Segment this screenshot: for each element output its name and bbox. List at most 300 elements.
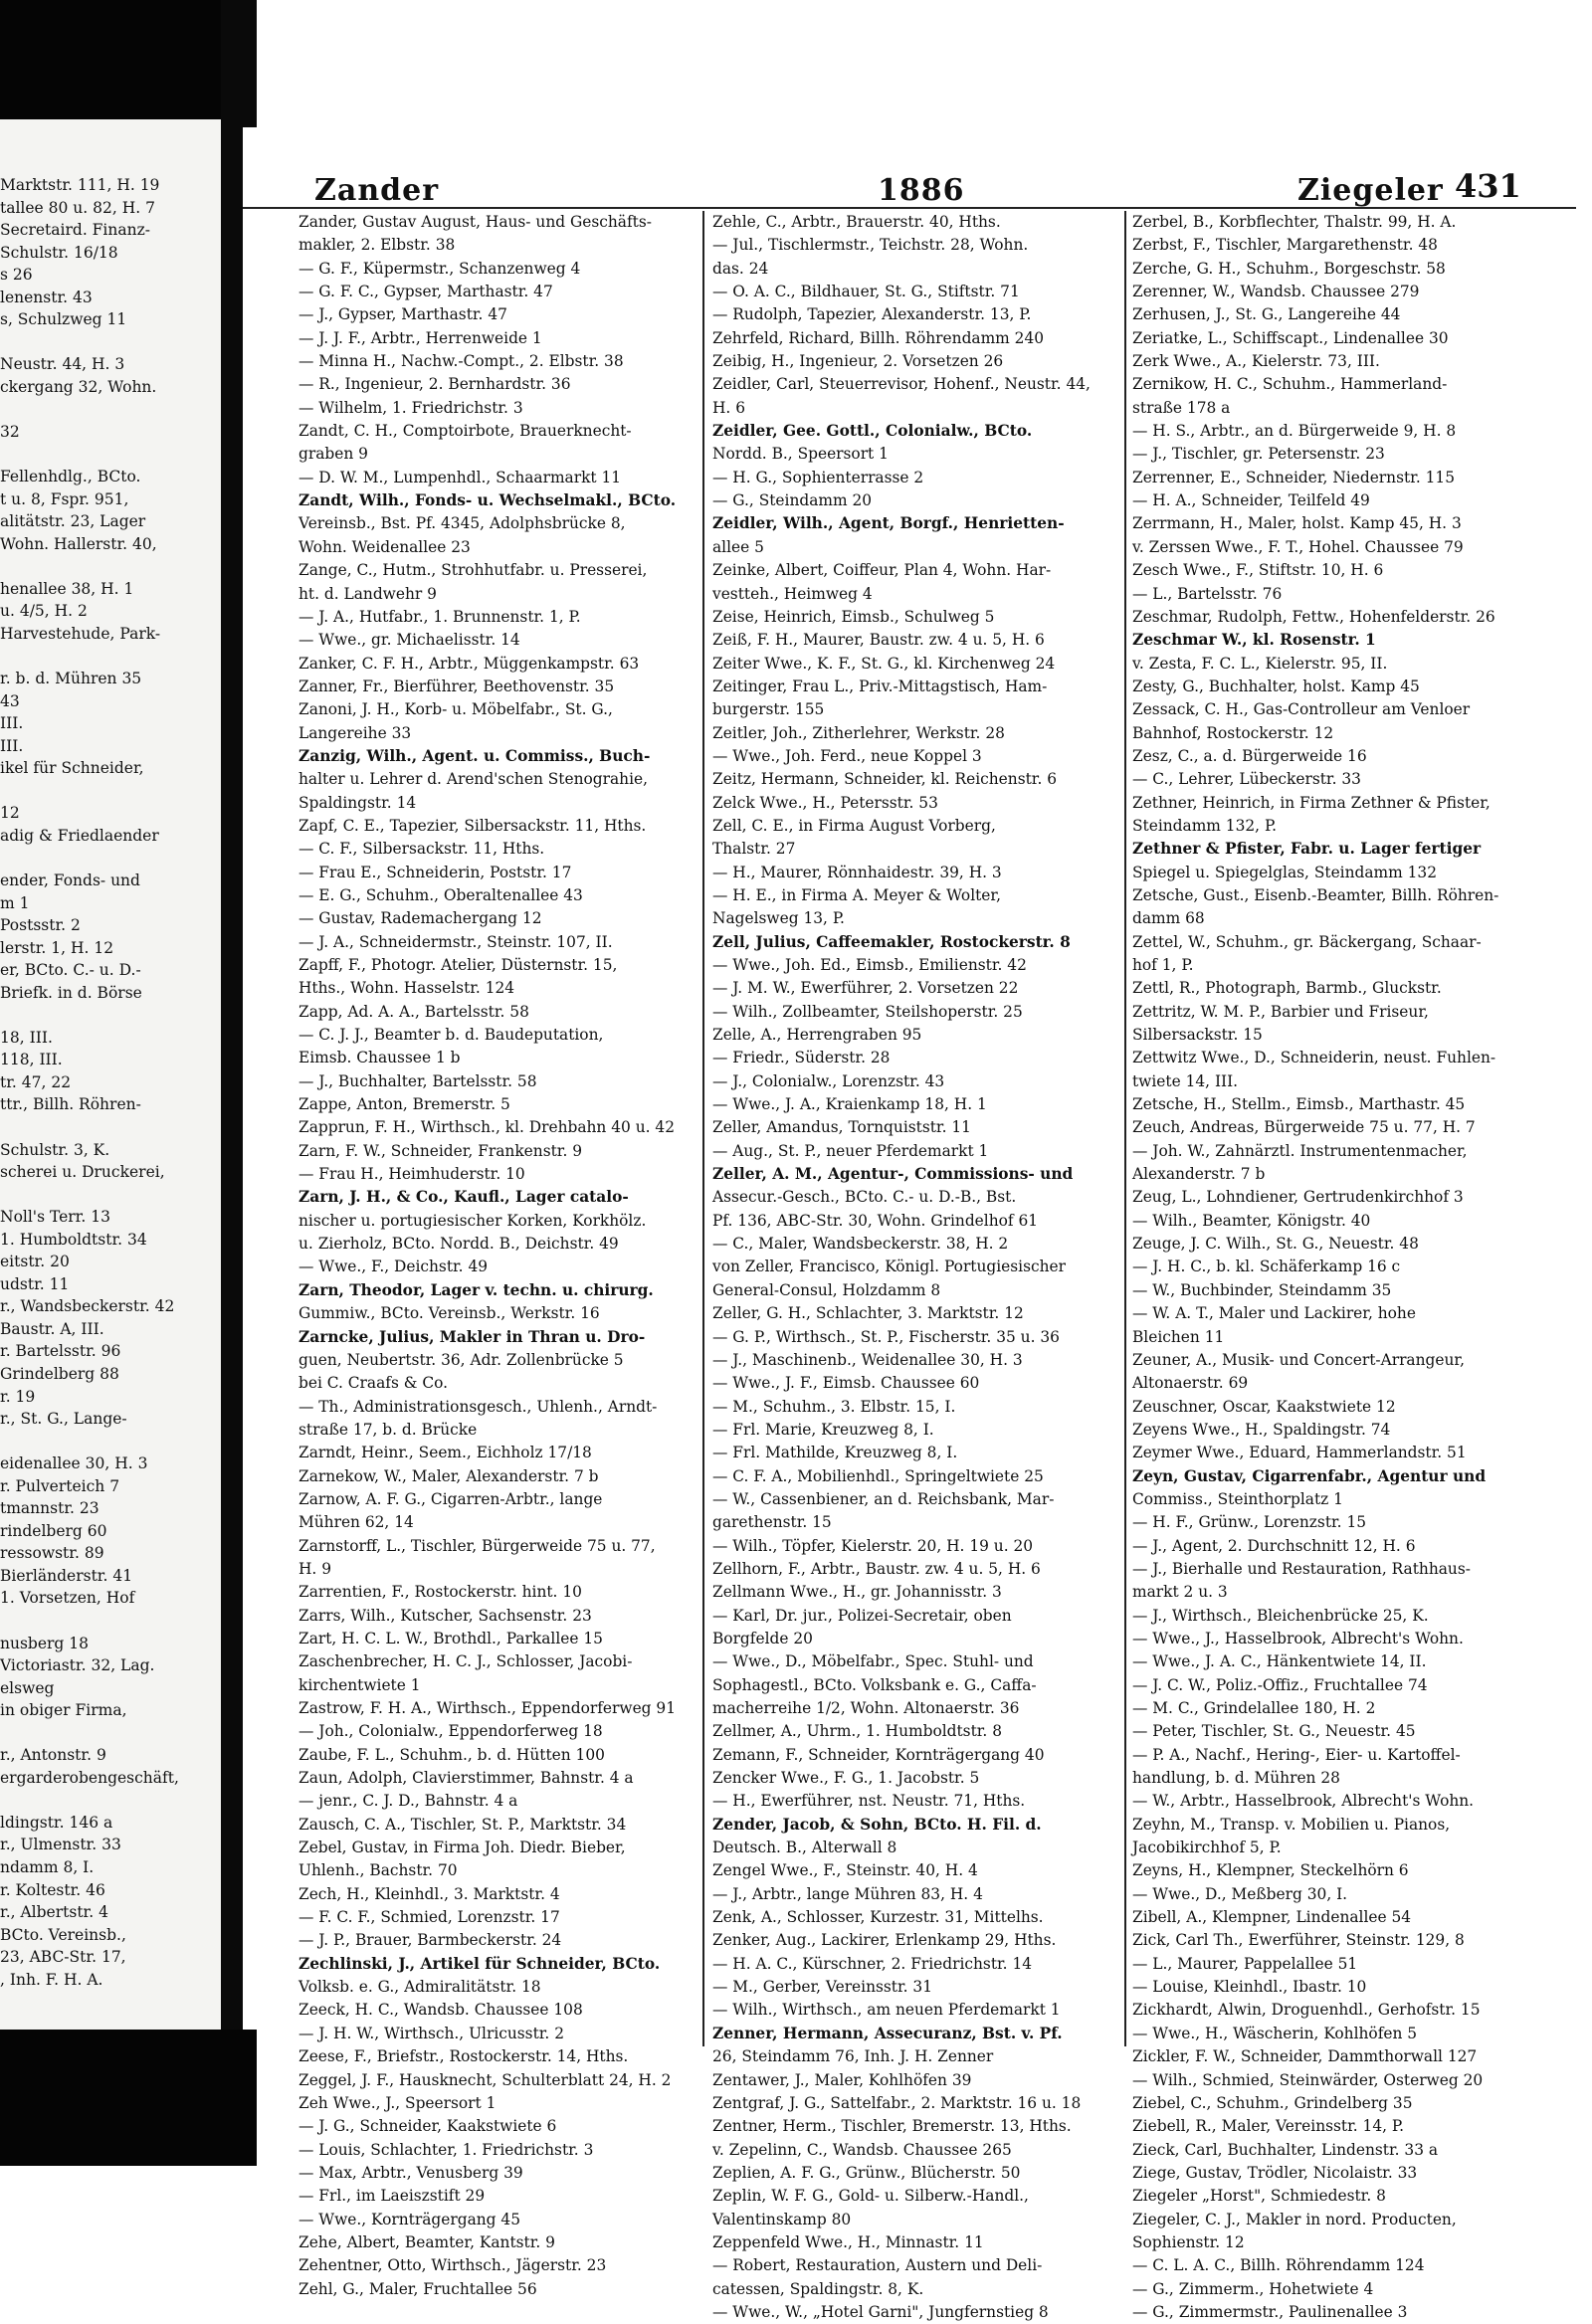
directory-entry: Commiss., Steinthorplatz 1 [1132, 1489, 1343, 1508]
directory-entry: Zeyn, Gustav, Cigarrenfabr., Agentur und [1132, 1466, 1487, 1485]
directory-entry: — J. G., Schneider, Kaakstwiete 6 [298, 2117, 557, 2136]
directory-entry: Zanner, Fr., Bierführer, Beethovenstr. 35 [298, 677, 615, 695]
left-page-fragment [0, 119, 223, 2030]
directory-entry: — Frl. Marie, Kreuzweg 8, I. [712, 1420, 934, 1439]
left-page-line [0, 398, 221, 421]
directory-entry: — Rudolph, Tapezier, Alexanderstr. 13, P. [712, 305, 1032, 324]
directory-entry: Zell, Julius, Caffeemakler, Rostockerstr. 8 [712, 932, 1071, 951]
directory-entry: Ziegeler „Horst", Schmiedestr. 8 [1132, 2187, 1386, 2206]
directory-entry: Zech, H., Kleinhdl., 3. Marktstr. 4 [298, 1884, 560, 1903]
left-page-line: 18, III. [0, 1028, 53, 1047]
directory-entry: Zetsche, Gust., Eisenb.-Beamter, Billh. Röhren- [1132, 885, 1499, 904]
directory-entry: — C., Lehrer, Lübeckerstr. 33 [1132, 770, 1361, 789]
directory-entry: von Zeller, Francisco, Königl. Portugiesischer [712, 1258, 1066, 1276]
directory-entry: Zesch Wwe., F., Stiftstr. 10, H. 6 [1132, 561, 1384, 580]
directory-entry: Langereihe 33 [298, 723, 412, 742]
directory-entry: — Wwe., H., Wäscherin, Kohlhöfen 5 [1132, 2024, 1418, 2042]
directory-entry: v. Zesta, F. C. L., Kielerstr. 95, II. [1132, 654, 1388, 673]
directory-entry: halter u. Lehrer d. Arend'schen Stenograhie, [298, 770, 648, 789]
directory-entry: Zapf, C. E., Tapezier, Silbersackstr. 11, Hths. [298, 816, 647, 835]
directory-entry: — G. P., Wirthsch., St. P., Fischerstr. 35 u. 36 [712, 1327, 1060, 1346]
left-page-line: eidenallee 30, H. 3 [0, 1454, 148, 1473]
directory-entry: — Louise, Kleinhdl., Ibastr. 10 [1132, 1978, 1367, 1997]
directory-entry: Hths., Wohn. Hasselstr. 124 [298, 979, 515, 998]
left-page-line: r., St. G., Lange- [0, 1410, 127, 1429]
directory-entry: makler, 2. Elbstr. 38 [298, 236, 456, 255]
directory-entry: Zeymer Wwe., Eduard, Hammerlandstr. 51 [1132, 1444, 1467, 1462]
directory-entry: Zeidler, Carl, Steuerrevisor, Hohenf., Neustr. 44, [712, 375, 1091, 394]
directory-entry: Zerk Wwe., A., Kielerstr. 73, III. [1132, 352, 1380, 371]
directory-entry: Zeschmar W., kl. Rosenstr. 1 [1132, 631, 1376, 650]
directory-entry: — Wilh., Beamter, Königstr. 40 [1132, 1211, 1371, 1230]
directory-entry: Zanoni, J. H., Korb- u. Möbelfabr., St. G., [298, 700, 613, 719]
directory-entry: — Aug., St. P., neuer Pferdemarkt 1 [712, 1141, 989, 1160]
directory-entry: Zender, Jacob, & Sohn, BCto. H. Fil. d. [712, 1815, 1042, 1834]
left-page-line: adig & Friedlaender [0, 826, 159, 845]
directory-entry: Zick, Carl Th., Ewerführer, Steinstr. 129, 8 [1132, 1931, 1465, 1950]
directory-entry: — Wilhelm, 1. Friedrichstr. 3 [298, 398, 523, 417]
directory-entry: — Frau E., Schneiderin, Poststr. 17 [298, 863, 572, 881]
directory-entry: Ziege, Gustav, Trödler, Nicolaistr. 33 [1132, 2163, 1418, 2182]
directory-entry: — H. A. C., Kürschner, 2. Friedrichstr. 14 [712, 1954, 1033, 1973]
left-page-line: r., Wandsbeckerstr. 42 [0, 1297, 175, 1316]
directory-entry: Zapp, Ad. A. A., Bartelsstr. 58 [298, 1002, 529, 1021]
directory-entry: Zehentner, Otto, Wirthsch., Jägerstr. 23 [298, 2256, 607, 2275]
directory-entry: Zenk, A., Schlosser, Kurzestr. 31, Mittelhs. [712, 1908, 1044, 1927]
directory-entry: — Minna H., Nachw.-Compt., 2. Elbstr. 38 [298, 352, 624, 371]
directory-entry: General-Consul, Holzdamm 8 [712, 1280, 941, 1299]
directory-entry: Thalstr. 27 [712, 840, 796, 859]
left-page-line: lerstr. 1, H. 12 [0, 938, 114, 957]
directory-entry: H. 6 [712, 398, 745, 417]
page-number: 431 [1455, 167, 1521, 205]
left-page-line: Secretaird. Finanz- [0, 221, 150, 240]
directory-entry: Zebel, Gustav, in Firma Joh. Diedr. Bieber, [298, 1839, 626, 1857]
directory-entry: kirchentwiete 1 [298, 1675, 421, 1694]
directory-entry: Zehrfeld, Richard, Billh. Röhrendamm 240 [712, 328, 1045, 347]
directory-entry: — E. G., Schuhm., Oberaltenallee 43 [298, 885, 583, 904]
directory-entry: Zentner, Herm., Tischler, Bremerstr. 13, Hths. [712, 2117, 1072, 2136]
directory-entry: Zausch, C. A., Tischler, St. P., Marktstr. 34 [298, 1815, 627, 1834]
directory-entry: Zerhusen, J., St. G., Langereihe 44 [1132, 305, 1401, 324]
directory-entry: — D. W. M., Lumpenhdl., Schaarmarkt 11 [298, 468, 622, 486]
directory-entry: Zerbst, F., Tischler, Margarethenstr. 48 [1132, 236, 1438, 255]
directory-entry: Zander, Gustav August, Haus- und Geschäfts- [298, 213, 652, 231]
left-page-line: t u. 8, Fspr. 951, [0, 489, 129, 508]
directory-entry: Eimsb. Chaussee 1 b [298, 1049, 461, 1067]
directory-entry: Zechlinski, J., Artikel für Schneider, BCto. [298, 1954, 661, 1973]
directory-entry: Zettel, W., Schuhm., gr. Bäckergang, Schaar- [1132, 932, 1482, 951]
left-page-line: lenenstr. 43 [0, 288, 93, 306]
left-page-line: Postsstr. 2 [0, 916, 81, 935]
directory-entry: — Wilh., Töpfer, Kielerstr. 20, H. 19 u. 20 [712, 1536, 1034, 1555]
directory-entry: Zandt, C. H., Comptoirbote, Brauerknecht- [298, 422, 632, 441]
directory-entry: Zeitinger, Frau L., Priv.-Mittagstisch, Ham- [712, 677, 1048, 695]
directory-entry: — Joh. W., Zahnärztl. Instrumentenmacher, [1132, 1141, 1468, 1160]
directory-entry: Ziebel, C., Schuhm., Grindelberg 35 [1132, 2093, 1413, 2112]
left-page-line [0, 1991, 221, 2014]
left-page-line: s, Schulzweg 11 [0, 310, 127, 329]
directory-entry: Zeeck, H. C., Wandsb. Chaussee 108 [298, 2001, 583, 2020]
directory-entry: Bleichen 11 [1132, 1327, 1225, 1346]
directory-entry: — H., Ewerführer, nst. Neustr. 71, Hths. [712, 1792, 1026, 1811]
directory-column-2 [712, 211, 1120, 2324]
directory-entry: — J. C. W., Poliz.-Offiz., Fruchtallee 74 [1132, 1675, 1428, 1694]
directory-entry: Zellhorn, F., Arbtr., Baustr. zw. 4 u. 5, H. 6 [712, 1559, 1041, 1578]
directory-entry: burgerstr. 155 [712, 700, 825, 719]
left-page-line: III. [0, 736, 24, 755]
directory-entry: — W., Arbtr., Hasselbrook, Albrecht's Wohn. [1132, 1792, 1475, 1811]
directory-entry: Zeise, Heinrich, Eimsb., Schulweg 5 [712, 607, 995, 626]
directory-entry: — Louis, Schlachter, 1. Friedrichstr. 3 [298, 2140, 594, 2159]
directory-entry: markt 2 u. 3 [1132, 1583, 1228, 1602]
directory-entry: — W. A. T., Maler und Lackirer, hohe [1132, 1304, 1416, 1323]
directory-entry: — H. G., Sophienterrasse 2 [712, 468, 924, 486]
directory-entry: Silbersackstr. 15 [1132, 1026, 1263, 1045]
directory-entry: Spaldingstr. 14 [298, 793, 417, 812]
left-page-line: 118, III. [0, 1051, 63, 1069]
directory-entry: Zeitler, Joh., Zitherlehrer, Werkstr. 28 [712, 723, 1005, 742]
left-page-line: III. [0, 714, 24, 733]
directory-entry: Vereinsb., Bst. Pf. 4345, Adolphsbrücke 8, [298, 514, 626, 533]
directory-entry: Zappe, Anton, Bremerstr. 5 [298, 1095, 510, 1114]
directory-entry: Zarnow, A. F. G., Cigarren-Arbtr., lange [298, 1489, 603, 1508]
left-page-line [0, 645, 221, 668]
directory-entry: H. 9 [298, 1559, 331, 1578]
directory-entry: Zeuge, J. C. Wilh., St. G., Neuestr. 48 [1132, 1235, 1419, 1254]
directory-entry: — R., Ingenieur, 2. Bernhardstr. 36 [298, 375, 571, 394]
directory-entry: bei C. Craafs & Co. [298, 1374, 449, 1393]
directory-entry: — Wwe., Joh. Ferd., neue Koppel 3 [712, 746, 982, 765]
directory-entry: Zetsche, H., Stellm., Eimsb., Marthastr. 45 [1132, 1095, 1466, 1114]
directory-entry: Zanzig, Wilh., Agent. u. Commiss., Buch- [298, 746, 651, 765]
left-page-line: eitstr. 20 [0, 1253, 70, 1271]
directory-entry: — Wwe., J. A., Kraienkamp 18, H. 1 [712, 1095, 987, 1114]
left-page-line: m 1 [0, 893, 30, 912]
directory-entry: — Wwe., D., Meßberg 30, I. [1132, 1884, 1348, 1903]
directory-entry: Zeuch, Andreas, Bürgerweide 75 u. 77, H. 7 [1132, 1118, 1476, 1137]
left-page-line: ender, Fonds- und [0, 871, 140, 889]
directory-entry: Zenner, Hermann, Assecuranz, Bst. v. Pf. [712, 2024, 1063, 2042]
left-page-line: Grindelberg 88 [0, 1364, 119, 1383]
directory-entry: Zickler, F. W., Schneider, Dammthorwall 127 [1132, 2047, 1478, 2066]
left-page-line: ikel für Schneider, [0, 759, 144, 778]
directory-entry: — Wilh., Zollbeamter, Steilshoperstr. 25 [712, 1002, 1023, 1021]
left-page-line [0, 555, 221, 578]
directory-entry: Wohn. Weidenallee 23 [298, 537, 471, 556]
directory-entry: — H. F., Grünw., Lorenzstr. 15 [1132, 1513, 1367, 1532]
directory-entry: — J. A., Hutfabr., 1. Brunnenstr. 1, P. [298, 607, 581, 626]
directory-entry: handlung, b. d. Mühren 28 [1132, 1769, 1340, 1788]
directory-entry: — G. F., Küpermstr., Schanzenweg 4 [298, 259, 581, 278]
directory-entry: straße 17, b. d. Brücke [298, 1420, 478, 1439]
directory-entry: twiete 14, III. [1132, 1071, 1239, 1090]
directory-entry: — Wilh., Wirthsch., am neuen Pferdemarkt 1 [712, 2001, 1061, 2020]
directory-entry: Zemann, F., Schneider, Kornträgergang 40 [712, 1745, 1045, 1764]
left-page-line: Briefk. in d. Börse [0, 983, 142, 1002]
directory-entry: macherreihe 1/2, Wohn. Altonaerstr. 36 [712, 1699, 1020, 1717]
directory-entry: Zeschmar, Rudolph, Fettw., Hohenfelderstr. 26 [1132, 607, 1495, 626]
left-page-line: henallee 38, H. 1 [0, 579, 134, 598]
directory-entry: — W., Cassenbiener, an d. Reichsbank, Mar- [712, 1489, 1055, 1508]
directory-entry: Zarn, J. H., & Co., Kaufl., Lager catalo- [298, 1188, 629, 1207]
directory-entry: — Max, Arbtr., Venusberg 39 [298, 2163, 523, 2182]
directory-entry: — M. C., Grindelallee 180, H. 2 [1132, 1699, 1376, 1717]
directory-entry: Zettl, R., Photograph, Barmb., Gluckstr. [1132, 979, 1442, 998]
left-page-line: Noll's Terr. 13 [0, 1208, 110, 1227]
directory-entry: — J. H. C., b. kl. Schäferkamp 16 c [1132, 1258, 1401, 1276]
directory-entry: straße 178 a [1132, 398, 1231, 417]
directory-entry: — Gustav, Rademachergang 12 [298, 909, 542, 928]
directory-entry: — Th., Administrationsgesch., Uhlenh., Arndt- [298, 1397, 658, 1416]
directory-entry: catessen, Spaldingstr. 8, K. [712, 2279, 924, 2298]
column-divider [1124, 211, 1126, 2046]
left-page-line: r. Koltestr. 46 [0, 1880, 105, 1899]
directory-entry: — Friedr., Süderstr. 28 [712, 1049, 891, 1067]
directory-entry: Zapff, F., Photogr. Atelier, Düsternstr. 15, [298, 956, 618, 974]
directory-entry: — L., Maurer, Pappelallee 51 [1132, 1954, 1358, 1973]
directory-entry: — J. A., Schneidermstr., Steinstr. 107, II. [298, 932, 613, 951]
directory-entry: Zernikow, H. C., Schuhm., Hammerland- [1132, 375, 1448, 394]
directory-entry: — P. A., Nachf., Hering-, Eier- u. Kartoffel- [1132, 1745, 1461, 1764]
directory-entry: Zarrentien, F., Rostockerstr. hint. 10 [298, 1583, 582, 1602]
left-page-line: Schulstr. 3, K. [0, 1140, 110, 1159]
directory-entry: — J., Colonialw., Lorenzstr. 43 [712, 1071, 945, 1090]
directory-entry: Gummiw., BCto. Vereinsb., Werkstr. 16 [298, 1304, 600, 1323]
left-page-line [0, 1722, 221, 1745]
left-page-line: s 26 [0, 266, 33, 285]
directory-entry: Jacobikirchhof 5, P. [1132, 1839, 1282, 1857]
left-page-line: Wohn. Hallerstr. 40, [0, 534, 157, 553]
directory-entry: Zibell, A., Klempner, Lindenallee 54 [1132, 1908, 1412, 1927]
directory-entry: Zaube, F. L., Schuhm., b. d. Hütten 100 [298, 1745, 605, 1764]
scan-border [0, 2030, 257, 2166]
directory-entry: Zeug, L., Lohndiener, Gertrudenkirchhof 3 [1132, 1188, 1464, 1207]
left-page-line: r., Albertstr. 4 [0, 1903, 108, 1922]
directory-entry: — Frl. Mathilde, Kreuzweg 8, I. [712, 1444, 958, 1462]
directory-entry: — Frl., im Laeiszstift 29 [298, 2187, 486, 2206]
directory-entry: — Wwe., F., Deichstr. 49 [298, 1258, 489, 1276]
directory-entry: Sophagestl., BCto. Volksbank e. G., Caffa- [712, 1675, 1037, 1694]
directory-entry: — G., Zimmerm., Hohetwiete 4 [1132, 2279, 1374, 2298]
directory-entry: hof 1, P. [1132, 956, 1194, 974]
directory-entry: Zelck Wwe., H., Petersstr. 53 [712, 793, 938, 812]
directory-entry: Altonaerstr. 69 [1132, 1374, 1249, 1393]
directory-entry: guen, Neubertstr. 36, Adr. Zollenbrücke 5 [298, 1350, 624, 1369]
directory-entry: Nordd. B., Speersort 1 [712, 445, 889, 464]
directory-entry: Zeuschner, Oscar, Kaakstwiete 12 [1132, 1397, 1396, 1416]
directory-entry: Zerrenner, E., Schneider, Niedernstr. 115 [1132, 468, 1455, 486]
directory-entry: — M., Gerber, Vereinsstr. 31 [712, 1978, 933, 1997]
left-page-line: 1. Humboldtstr. 34 [0, 1230, 147, 1249]
directory-entry: Zencker Wwe., F. G., 1. Jacobstr. 5 [712, 1769, 980, 1788]
directory-entry: Zarrs, Wilh., Kutscher, Sachsenstr. 23 [298, 1606, 592, 1625]
directory-entry: Zerbel, B., Korbflechter, Thalstr. 99, H. A. [1132, 213, 1457, 231]
left-page-line: er, BCto. C.- u. D.- [0, 961, 141, 980]
directory-entry: Zettwitz Wwe., D., Schneiderin, neust. Fuhlen- [1132, 1049, 1496, 1067]
left-page-line: ressowstr. 89 [0, 1544, 104, 1563]
left-page-line: nusberg 18 [0, 1634, 89, 1652]
left-page-line [0, 1116, 221, 1139]
left-page-line [0, 444, 221, 467]
left-page-line: BCto. Vereinsb., [0, 1925, 126, 1944]
left-page-line: elsweg [0, 1678, 55, 1697]
directory-entry: — J., Gypser, Marthastr. 47 [298, 305, 507, 324]
header-last-entry: Ziegeler [1297, 173, 1444, 208]
directory-entry: Ziebell, R., Maler, Vereinsstr. 14, P. [1132, 2117, 1405, 2136]
left-page-line: Bierländerstr. 41 [0, 1566, 133, 1585]
directory-entry: Zeller, Amandus, Tornquiststr. 11 [712, 1118, 971, 1137]
directory-entry: — Karl, Dr. jur., Polizei-Secretair, oben [712, 1606, 1012, 1625]
directory-entry: Zeese, F., Briefstr., Rostockerstr. 14, Hths. [298, 2047, 629, 2066]
directory-entry: Zeplin, W. F. G., Gold- u. Silberw.-Handl., [712, 2187, 1029, 2206]
left-page-line [0, 780, 221, 803]
directory-entry: Sophienstr. 12 [1132, 2232, 1245, 2251]
left-page-line: tallee 80 u. 82, H. 7 [0, 198, 155, 217]
directory-entry: — L., Bartelsstr. 76 [1132, 584, 1283, 603]
directory-entry: — J. M. W., Ewerführer, 2. Vorsetzen 22 [712, 979, 1019, 998]
directory-entry: Zaschenbrecher, H. C. J., Schlosser, Jacobi- [298, 1652, 633, 1671]
directory-entry: Volksb. e. G., Admiralitätstr. 18 [298, 1978, 541, 1997]
left-page-line: u. 4/5, H. 2 [0, 602, 88, 621]
directory-entry: Zelle, A., Herrengraben 95 [712, 1026, 922, 1045]
directory-entry: — M., Schuhm., 3. Elbstr. 15, I. [712, 1397, 956, 1416]
left-page-line: ckergang 32, Wohn. [0, 377, 157, 396]
directory-entry: — H. S., Arbtr., an d. Bürgerweide 9, H. 8 [1132, 422, 1457, 441]
directory-entry: Zerrmann, H., Maler, holst. Kamp 45, H. 3 [1132, 514, 1462, 533]
left-page-line: 12 [0, 804, 20, 823]
directory-entry: — Frau H., Heimhuderstr. 10 [298, 1165, 525, 1184]
directory-entry: Zehl, G., Maler, Fruchtallee 56 [298, 2279, 537, 2298]
directory-column-3 [1132, 211, 1562, 2324]
directory-entry: Zesz, C., a. d. Bürgerweide 16 [1132, 746, 1367, 765]
directory-entry: Zehe, Albert, Beamter, Kantstr. 9 [298, 2232, 555, 2251]
left-page-line [0, 1610, 221, 1633]
directory-entry: Alexanderstr. 7 b [1132, 1165, 1266, 1184]
directory-entry: — O. A. C., Bildhauer, St. G., Stiftstr. 71 [712, 283, 1020, 301]
directory-entry: Spiegel u. Spiegelglas, Steindamm 132 [1132, 863, 1437, 881]
directory-entry: nischer u. portugiesischer Korken, Korkhölz. [298, 1211, 647, 1230]
left-page-line: ergarderobengeschäft, [0, 1768, 179, 1787]
directory-entry: — Peter, Tischler, St. G., Neuestr. 45 [1132, 1722, 1416, 1741]
directory-entry: Zeyhn, M., Transp. v. Mobilien u. Pianos, [1132, 1815, 1451, 1834]
directory-entry: Zellmann Wwe., H., gr. Johannisstr. 3 [712, 1583, 1002, 1602]
directory-entry: Zeggel, J. F., Hausknecht, Schulterblatt 24, H. 2 [298, 2070, 672, 2089]
left-page-line: tmannstr. 23 [0, 1499, 100, 1518]
directory-entry: Zeiter Wwe., K. F., St. G., kl. Kirchenweg 24 [712, 654, 1056, 673]
left-page-line: Schulstr. 16/18 [0, 243, 118, 262]
left-page-line: r. Bartelsstr. 96 [0, 1342, 121, 1361]
directory-entry: Zeidler, Wilh., Agent, Borgf., Henrietten- [712, 514, 1065, 533]
directory-entry: Deutsch. B., Alterwall 8 [712, 1839, 897, 1857]
directory-entry: vestteh., Heimweg 4 [712, 584, 873, 603]
left-page-line: Marktstr. 111, H. 19 [0, 176, 160, 194]
directory-entry: — Wwe., D., Möbelfabr., Spec. Stuhl- und [712, 1652, 1034, 1671]
directory-entry: — Wwe., J. F., Eimsb. Chaussee 60 [712, 1374, 980, 1393]
left-page-line: ttr., Billh. Röhren- [0, 1095, 141, 1114]
directory-entry: Zethner, Heinrich, in Firma Zethner & Pfister, [1132, 793, 1491, 812]
directory-entry: — J., Maschinenb., Weidenallee 30, H. 3 [712, 1350, 1023, 1369]
left-page-line: in obiger Firma, [0, 1701, 127, 1720]
directory-entry: — J., Tischler, gr. Petersenstr. 23 [1132, 445, 1385, 464]
directory-entry: Pf. 136, ABC-Str. 30, Wohn. Grindelhof 61 [712, 1211, 1039, 1230]
directory-entry: — Wwe., W., „Hotel Garni", Jungfernstieg 8 [712, 2302, 1049, 2321]
directory-entry: garethenstr. 15 [712, 1513, 832, 1532]
directory-entry: Zell, C. E., in Firma August Vorberg, [712, 816, 996, 835]
directory-entry: Zehle, C., Arbtr., Brauerstr. 40, Hths. [712, 213, 1001, 231]
left-page-text [0, 174, 221, 2126]
left-page-line: ldingstr. 146 a [0, 1813, 113, 1832]
directory-entry: — C. J. J., Beamter b. d. Baudeputation, [298, 1026, 604, 1045]
directory-entry: — W., Buchbinder, Steindamm 35 [1132, 1280, 1392, 1299]
directory-entry: Zarn, F. W., Schneider, Frankenstr. 9 [298, 1141, 583, 1160]
directory-entry: Zandt, Wilh., Fonds- u. Wechselmakl., BCto. [298, 491, 677, 510]
directory-entry: Borgfelde 20 [712, 1629, 813, 1647]
directory-entry: v. Zepelinn, C., Wandsb. Chaussee 265 [712, 2140, 1012, 2159]
left-page-line: r. 19 [0, 1387, 36, 1406]
directory-entry: — C. F., Silbersackstr. 11, Hths. [298, 840, 545, 859]
left-page-line: r., Antonstr. 9 [0, 1746, 106, 1765]
directory-entry: Zart, H. C. L. W., Brothdl., Parkallee 15 [298, 1629, 603, 1647]
header-first-entry: Zander [314, 173, 440, 208]
directory-entry: — H., Maurer, Rönnhaidestr. 39, H. 3 [712, 863, 1002, 881]
directory-entry: Zapprun, F. H., Wirthsch., kl. Drehbahn 40 u. 42 [298, 1118, 675, 1137]
directory-entry: Zeyens Wwe., H., Spaldingstr. 74 [1132, 1420, 1391, 1439]
directory-entry: — H. A., Schneider, Teilfeld 49 [1132, 491, 1370, 510]
directory-entry: Zerche, G. H., Schuhm., Borgeschstr. 58 [1132, 259, 1446, 278]
directory-entry: — J., Arbtr., lange Mühren 83, H. 4 [712, 1884, 983, 1903]
directory-entry: Zarndt, Heinr., Seem., Eichholz 17/18 [298, 1444, 592, 1462]
directory-entry: Zesty, G., Buchhalter, holst. Kamp 45 [1132, 677, 1420, 695]
left-page-line [0, 331, 221, 354]
directory-entry: Zeplien, A. F. G., Grünw., Blücherstr. 50 [712, 2163, 1021, 2182]
page-header [243, 167, 1576, 209]
directory-page [243, 127, 1576, 2321]
directory-entry: Zastrow, F. H. A., Wirthsch., Eppendorferweg 91 [298, 1699, 677, 1717]
directory-entry: Zeinke, Albert, Coiffeur, Plan 4, Wohn. Har- [712, 561, 1052, 580]
directory-entry: — J., Buchhalter, Bartelsstr. 58 [298, 1071, 537, 1090]
directory-entry: das. 24 [712, 259, 769, 278]
left-page-line [0, 847, 221, 870]
directory-entry: Zettritz, W. M. P., Barbier und Friseur, [1132, 1002, 1429, 1021]
directory-entry: — Wwe., J., Hasselbrook, Albrecht's Wohn. [1132, 1629, 1464, 1647]
left-page-line [0, 1431, 221, 1453]
directory-entry: — F. C. F., Schmied, Lorenzstr. 17 [298, 1908, 560, 1927]
directory-column-1 [298, 211, 696, 2301]
left-page-line: Neustr. 44, H. 3 [0, 355, 125, 374]
directory-entry: — C., Maler, Wandsbeckerstr. 38, H. 2 [712, 1235, 1009, 1254]
directory-entry: — jenr., C. J. D., Bahnstr. 4 a [298, 1792, 518, 1811]
directory-entry: Zeh Wwe., J., Speersort 1 [298, 2093, 497, 2112]
directory-entry: — G. F. C., Gypser, Marthastr. 47 [298, 283, 553, 301]
directory-entry: Uhlenh., Bachstr. 70 [298, 1861, 458, 1880]
directory-entry: Zange, C., Hutm., Strohhutfabr. u. Presserei, [298, 561, 648, 580]
directory-entry: — Wilh., Schmied, Steinwärder, Osterweg 20 [1132, 2070, 1484, 2089]
directory-entry: Zeriatke, L., Schiffscapt., Lindenallee 30 [1132, 328, 1449, 347]
directory-entry: — J., Wirthsch., Bleichenbrücke 25, K. [1132, 1606, 1429, 1625]
left-page-line: 1. Vorsetzen, Hof [0, 1589, 135, 1608]
directory-entry: Zenker, Aug., Lackirer, Erlenkamp 29, Hths. [712, 1931, 1057, 1950]
directory-entry: Assecur.-Gesch., BCto. C.- u. D.-B., Bst. [712, 1188, 1017, 1207]
left-page-line [0, 1789, 221, 1812]
column-divider [702, 211, 704, 2046]
directory-entry: Steindamm 132, P. [1132, 816, 1278, 835]
directory-entry: Zellmer, A., Uhrm., 1. Humboldtstr. 8 [712, 1722, 1003, 1741]
left-page-line: tr. 47, 22 [0, 1072, 72, 1091]
directory-entry: u. Zierholz, BCto. Nordd. B., Deichstr. 49 [298, 1235, 619, 1254]
directory-entry: — J. J. F., Arbtr., Herrenweide 1 [298, 328, 542, 347]
directory-entry: — Joh., Colonialw., Eppendorferweg 18 [298, 1722, 603, 1741]
